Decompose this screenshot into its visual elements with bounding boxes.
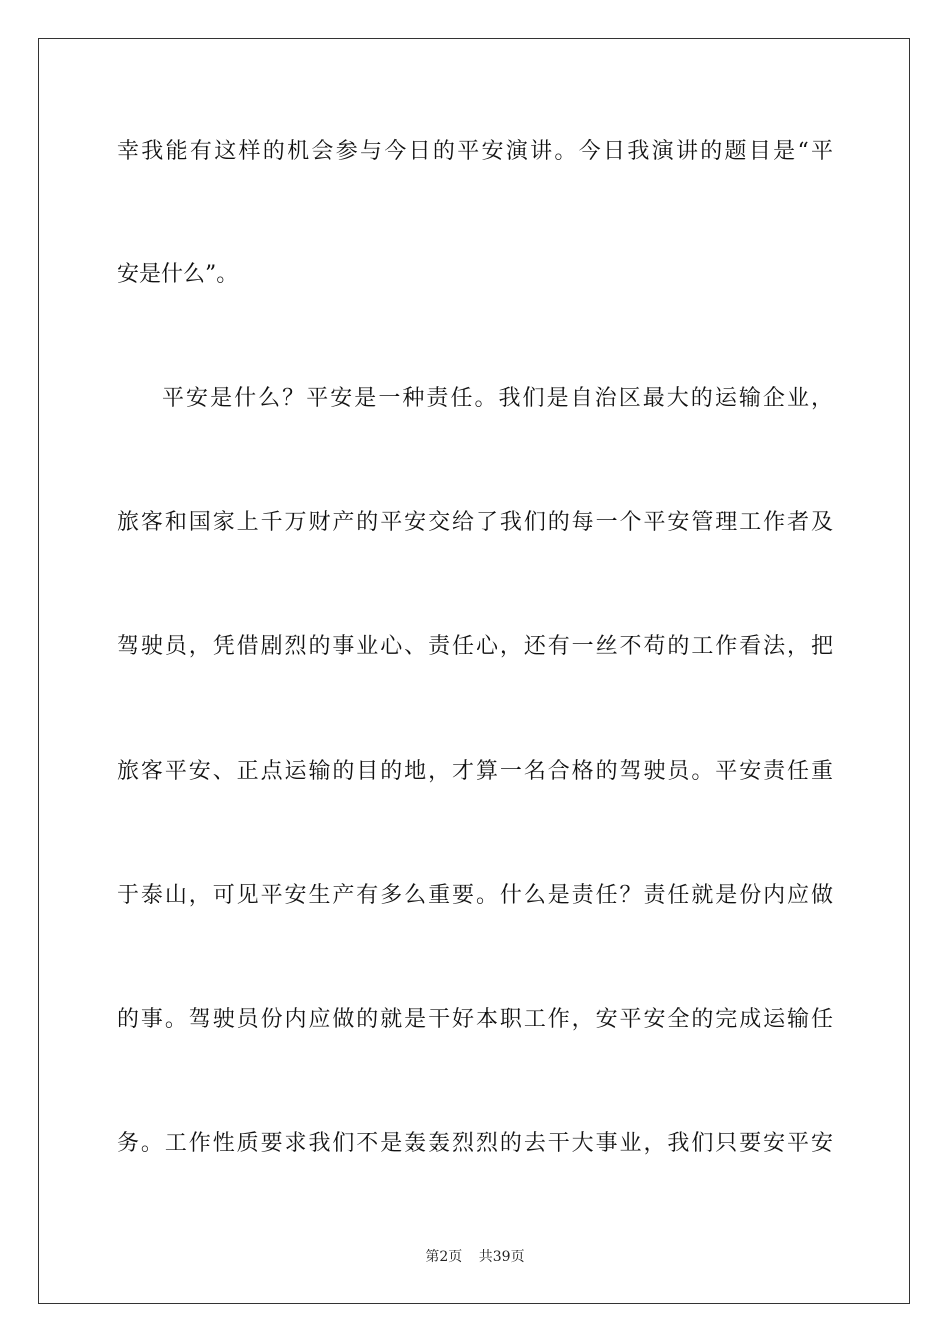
page-frame: [38, 38, 910, 1304]
body-text-line: 旅客和国家上千万财产的平安交给了我们的每一个平安管理工作者及: [117, 510, 833, 535]
body-text-line: 务。工作性质要求我们不是轰轰烈烈的去干大事业，我们只要安平安: [117, 1131, 833, 1156]
paragraph-first-line: 平安是什么？平安是一种责任。我们是自治区最大的运输企业，: [162, 386, 833, 411]
total-pages: 共39页: [478, 1249, 525, 1265]
body-text-line: 的事。驾驶员份内应做的就是干好本职工作，安平安全的完成运输任: [117, 1007, 833, 1032]
body-text-line: 幸我能有这样的机会参与今日的平安演讲。今日我演讲的题目是“平: [117, 139, 833, 164]
body-text-line: 驾驶员，凭借剧烈的事业心、责任心，还有一丝不苟的工作看法，把: [117, 634, 833, 659]
body-text-line: 安是什么”。: [117, 262, 239, 287]
page-number: 第2页: [425, 1249, 463, 1265]
body-text-line: 于泰山，可见平安生产有多么重要。什么是责任？责任就是份内应做: [117, 883, 833, 908]
page-footer: [0, 1248, 950, 1266]
body-text-line: 旅客平安、正点运输的目的地，才算一名合格的驾驶员。平安责任重: [117, 759, 833, 784]
